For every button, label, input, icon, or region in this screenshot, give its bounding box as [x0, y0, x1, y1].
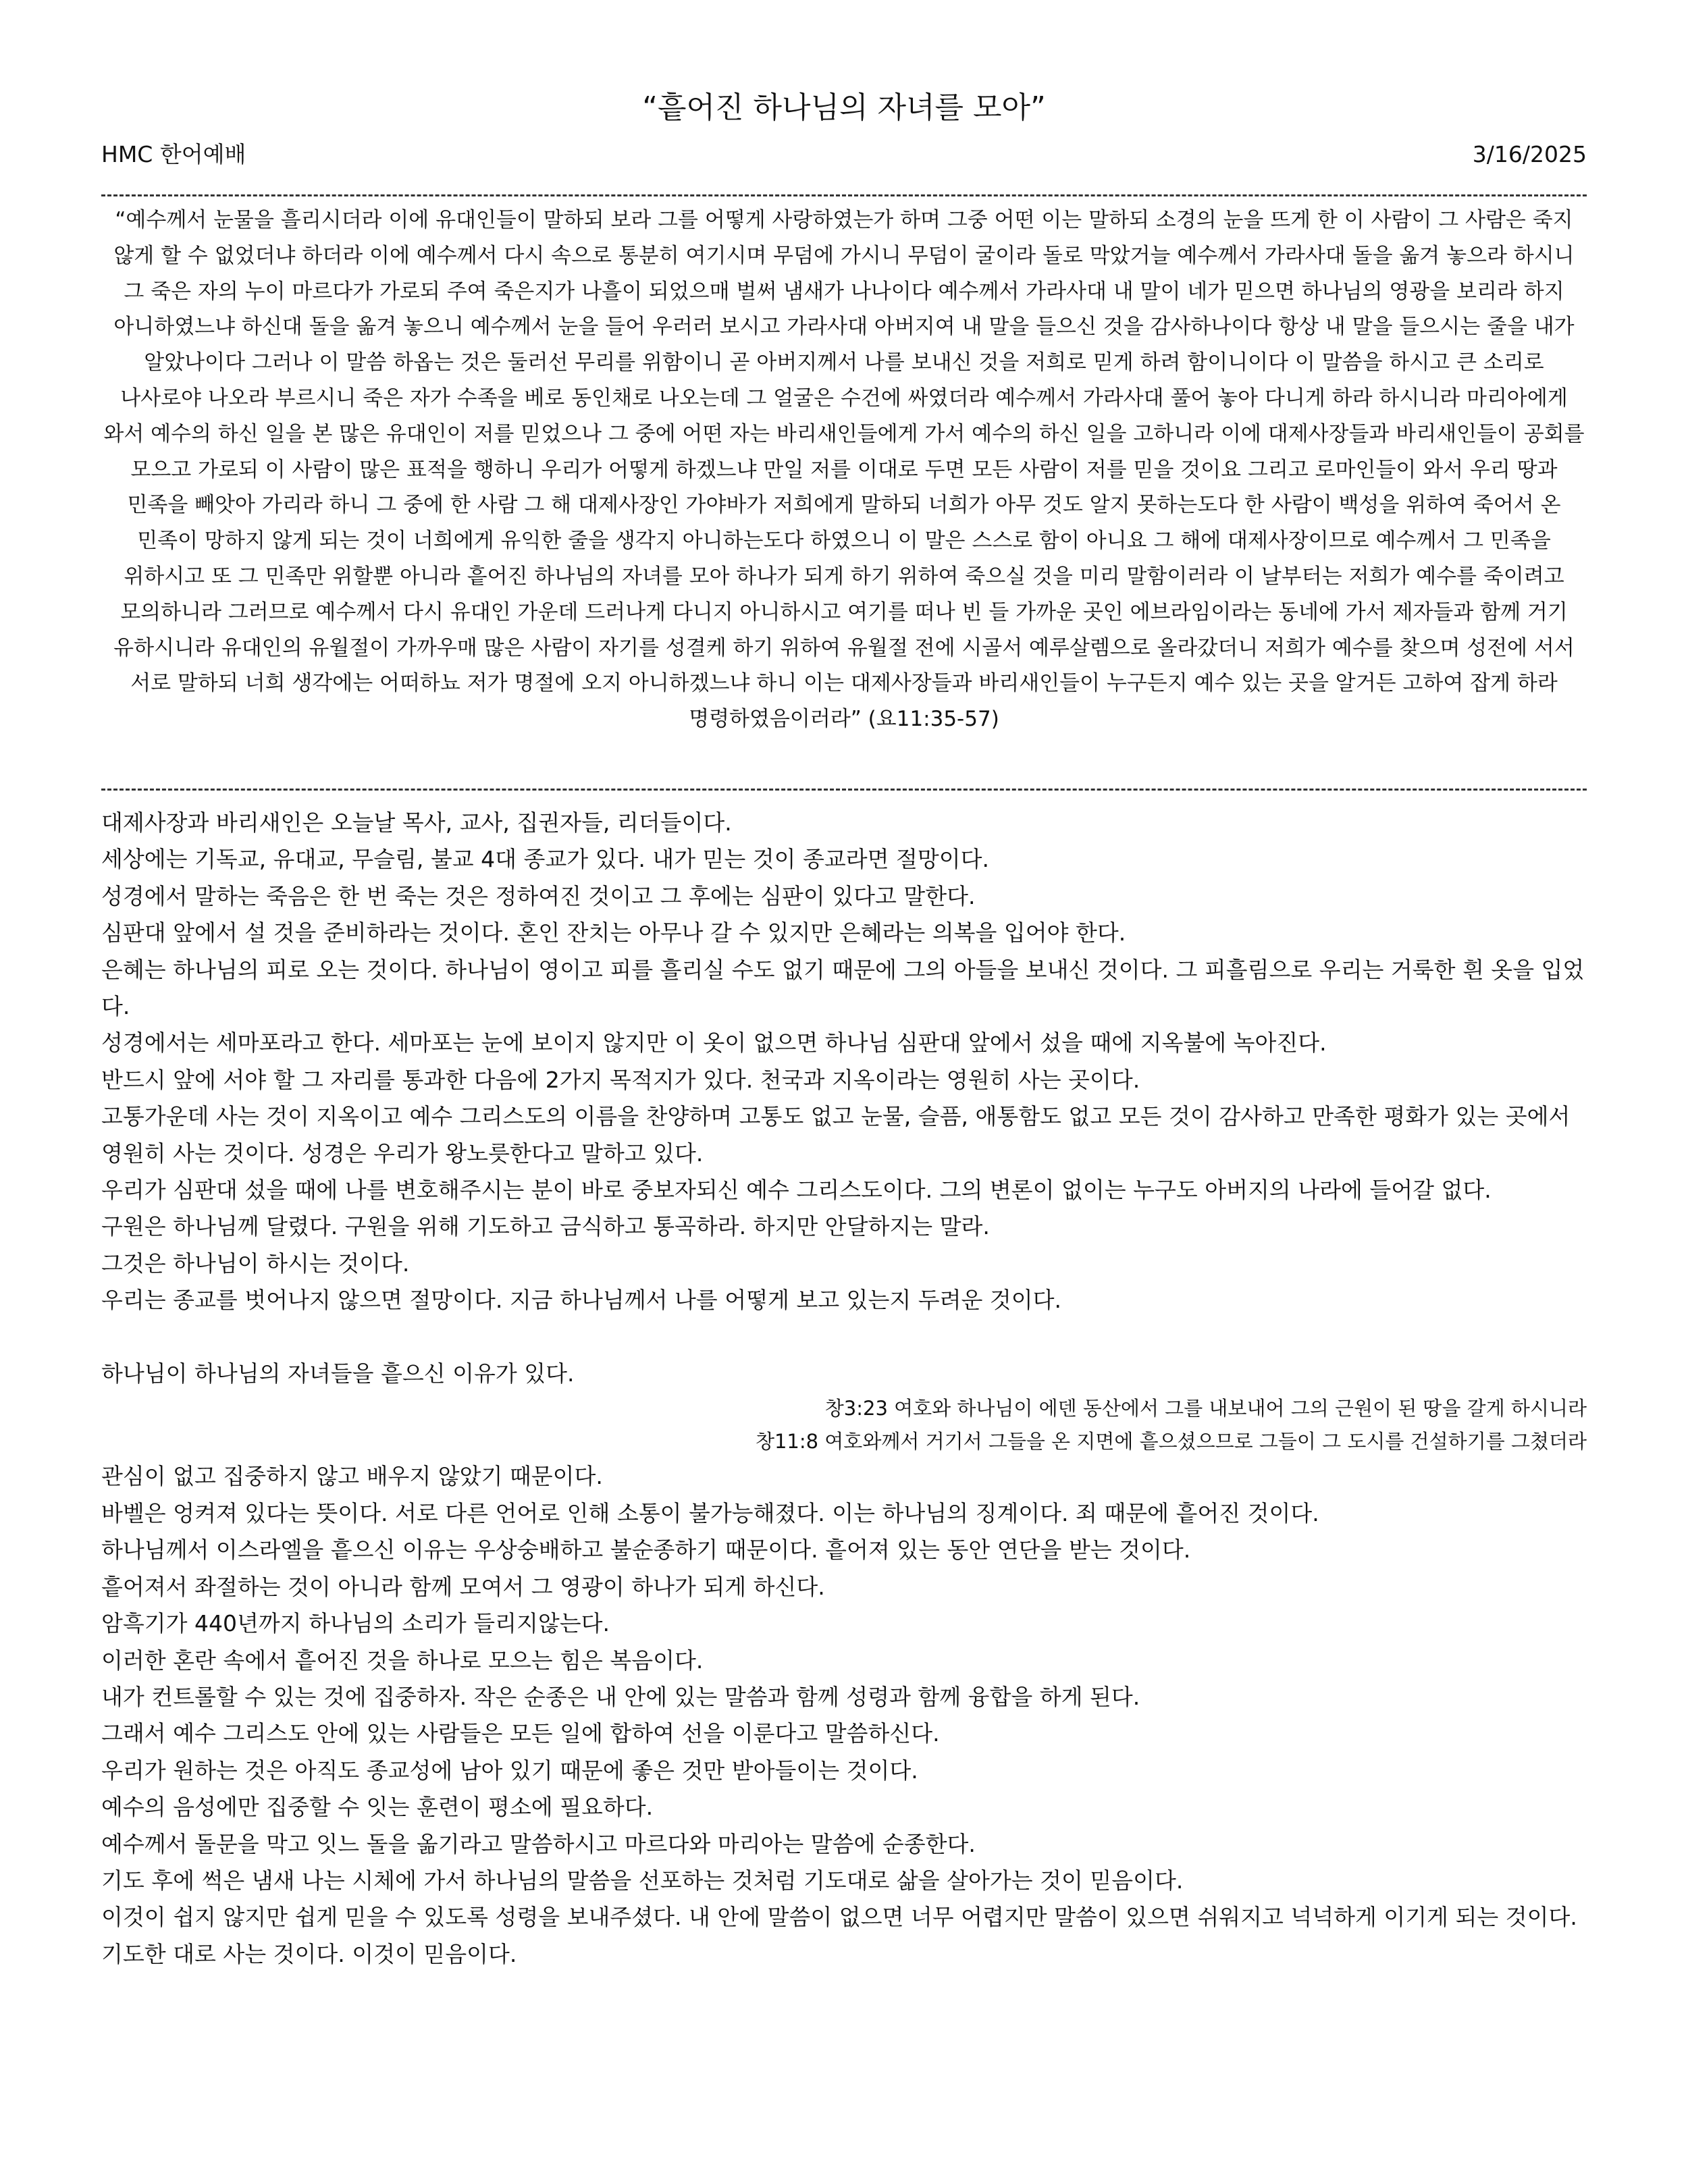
- sermon-paragraph: 하나님이 하나님의 자녀들을 흩으신 이유가 있다.: [101, 1360, 575, 1387]
- sermon-paragraph: 기도한 대로 사는 것이다. 이것이 믿음이다.: [101, 1940, 517, 1967]
- sermon-paragraph: 우리는 종교를 벗어나지 않으면 절망이다. 지금 하나님께서 나를 어떻게 보고 있는지 두려운 것이다.: [101, 1287, 1061, 1314]
- paragraph-gap: [101, 1319, 1587, 1356]
- sermon-paragraph: 그래서 예수 그리스도 안에 있는 사람들은 모든 일에 합하여 선을 이룬다고 말씀하신다.: [101, 1720, 940, 1747]
- sermon-paragraph: 대제사장과 바리새인은 오늘날 목사, 교사, 집권자들, 리더들이다.: [101, 809, 732, 836]
- service-date: 3/16/2025: [1472, 141, 1587, 167]
- sermon-paragraph: 관심이 없고 집중하지 않고 배우지 않았기 때문이다.: [101, 1463, 603, 1490]
- sermon-paragraph: 세상에는 기독교, 유대교, 무슬림, 불교 4대 종교가 있다. 내가 믿는 것이 종교라면 절망이다.: [101, 846, 990, 873]
- sermon-notes: [101, 805, 1587, 1973]
- sermon-paragraph: 예수의 음성에만 집중할 수 잇는 훈련이 평소에 필요하다.: [101, 1794, 654, 1821]
- service-name: HMC 한어예배: [101, 141, 246, 167]
- sermon-paragraph: 바벨은 엉켜져 있다는 뜻이다. 서로 다른 언어로 인해 소통이 불가능해졌다. 이는 하나님의 징계이다. 죄 때문에 흩어진 것이다.: [101, 1499, 1319, 1526]
- scripture-reference: 창3:23 여호와 하나님이 에덴 동산에서 그를 내보내어 그의 근원이 된 땅을 갈게 하시니라: [824, 1397, 1587, 1420]
- sermon-paragraph: 흩어져서 좌절하는 것이 아니라 함께 모여서 그 영광이 하나가 되게 하신다.: [101, 1573, 825, 1600]
- scripture-passage: “예수께서 눈물을 흘리시더라 이에 유대인들이 말하되 보라 그를 어떻게 사랑하였는가 하며 그중 어떤 이는 말하되 소경의 눈을 뜨게 한 이 사람이 그 사람은 죽지 않게 할 수 없었더냐 하더라 이에 예수께서 다시 속으로 통분히 여기시며 무덤에 가시니 무덤이 굴이라 돌로 막았거늘 예수께서 가라사대 돌을 옮겨 놓으라 하시니 그 죽은 자의 누이 마르다가 가로되 주여 죽은지가 나흘이 되었으매 벌써 냄새가 나나이다 예수께서 가라사대 내 말이 네가 믿으면 하나님의 영광을 보리라 하지 아니하였느냐 하신대 돌을 옮겨 놓으니 예수께서 눈을 들어 우러러 보시고 가라사대 아버지여 내 말을 들으신 것을 감사하나이다 항상 내 말을 들으시는 줄을 내가 알았나이다 그러나 이 말씀 하옵는 것은 둘러선 무리를 위함이니 곧 아버지께서 나를 보내신 것을 저희로 믿게 하려 함이니이다 이 말씀을 하시고 큰 소리로 나사로야 나오라 부르시니 죽은 자가 수족을 베로 동인채로 나오는데 그 얼굴은 수건에 싸였더라 예수께서 가라사대 풀어 놓아 다니게 하라 하시니라 마리아에게 와서 예수의 하신 일을 본 많은 유대인이 저를 믿었으나 그 중에 어떤 자는 바리새인들에게 가서 예수의 하신 일을 고하니라 이에 대제사장들과 바리새인들이 공회를 모으고 가로되 이 사람이 많은 표적을 행하니 우리가 어떻게 하겠느냐 만일 저를 이대로 두면 모든 사람이 저를 믿을 것이요 그리고 로마인들이 와서 우리 땅과 민족을 빼앗아 가리라 하니 그 중에 한 사람 그 해 대제사장인 가야바가 저희에게 말하되 너희가 아무 것도 알지 못하는도다 한 사람이 백성을 위하여 죽어서 온 민족이 망하지 않게 되는 것이 너희에게 유익한 줄을 생각지 아니하는도다 하였으니 이 말은 스스로 함이 아니요 그 해에 대제사장이므로 예수께서 그 민족을 위하시고 또 그 민족만 위할뿐 아니라 흩어진 하나님의 자녀를 모아 하나가 되게 하기 위하여 죽으실 것을 미리 말함이러라 이 날부터는 저희가 예수를 죽이려고 모의하니라 그러므로 예수께서 다시 유대인 가운데 드러나게 다니지 아니하시고 여기를 떠나 빈 들 가까운 곳인 에브라임이라는 동네에 가서 제자들과 함께 거기 유하시니라 유대인의 유월절이 가까우매 많은 사람이 자기를 성결케 하기 위하여 유월절 전에 시골서 예루살렘으로 올라갔더니 저희가 예수를 찾으며 성전에 서서 서로 말하되 너희 생각에는 어떠하뇨 저가 명절에 오지 아니하겠느냐 하니 이는 대제사장들과 바리새인들이 누구든지 예수 있는 곳을 알거든 고하여 잡게 하라 명령하였음이러라” (요11:35-57): [103, 208, 1585, 732]
- document-title: “흩어진 하나님의 자녀를 모아”: [642, 90, 1046, 125]
- sermon-paragraph: 은혜는 하나님의 피로 오는 것이다. 하나님이 영이고 피를 흘리실 수도 없기 때문에 그의 아들을 보내신 것이다. 그 피흘림으로 우리는 거룩한 흰 옷을 입었다.: [101, 956, 1585, 1020]
- sermon-paragraph: 우리가 원하는 것은 아직도 종교성에 남아 있기 때문에 좋은 것만 받아들이는 것이다.: [101, 1757, 918, 1784]
- sermon-paragraph: 성경에서 말하는 죽음은 한 번 죽는 것은 정하여진 것이고 그 후에는 심판이 있다고 말한다.: [101, 882, 976, 909]
- sermon-paragraph: 반드시 앞에 서야 할 그 자리를 통과한 다음에 2가지 목적지가 있다. 천국과 지옥이라는 영원히 사는 곳이다.: [101, 1066, 1140, 1093]
- sermon-paragraph: 이러한 혼란 속에서 흩어진 것을 하나로 모으는 힘은 복음이다.: [101, 1647, 704, 1674]
- sermon-paragraph: 예수께서 돌문을 막고 잇느 돌을 옮기라고 말씀하시고 마르다와 마리아는 말씀에 순종한다.: [101, 1830, 976, 1857]
- sermon-paragraph: 하나님께서 이스라엘을 흩으신 이유는 우상숭배하고 불순종하기 때문이다. 흩어져 있는 동안 연단을 받는 것이다.: [101, 1537, 1191, 1564]
- dashed-divider-top: [101, 194, 1587, 196]
- sermon-paragraph: 이것이 쉽지 않지만 쉽게 믿을 수 있도록 성령을 보내주셨다. 내 안에 말씀이 없으면 너무 어렵지만 말씀이 있으면 쉬워지고 넉넉하게 이기게 되는 것이다.: [101, 1904, 1577, 1931]
- sermon-paragraph: 심판대 앞에서 설 것을 준비하라는 것이다. 혼인 잔치는 아무나 갈 수 있지만 은혜라는 의복을 입어야 한다.: [101, 920, 1126, 947]
- dashed-divider-bottom: [101, 789, 1587, 791]
- sermon-paragraph: 구원은 하나님께 달렸다. 구원을 위해 기도하고 금식하고 통곡하라. 하지만 안달하지는 말라.: [101, 1213, 990, 1240]
- sermon-paragraph: 우리가 심판대 섰을 때에 나를 변호해주시는 분이 바로 중보자되신 예수 그리스도이다. 그의 변론이 없이는 누구도 아버지의 나라에 들어갈 없다.: [101, 1177, 1492, 1204]
- sermon-paragraph: 성경에서는 세마포라고 한다. 세마포는 눈에 보이지 않지만 이 옷이 없으면 하나님 심판대 앞에서 섰을 때에 지옥불에 녹아진다.: [101, 1030, 1327, 1057]
- sermon-paragraph: 내가 컨트롤할 수 있는 것에 집중하자. 작은 순종은 내 안에 있는 말씀과 함께 성령과 함께 융합을 하게 된다.: [101, 1683, 1140, 1710]
- sermon-paragraph: 고통가운데 사는 것이 지옥이고 예수 그리스도의 이름을 찬양하며 고통도 없고 눈물, 슬픔, 애통함도 없고 모든 것이 감사하고 만족한 평화가 있는 곳에서 영원히 사는 것이다. 성경은 우리가 왕노릇한다고 말하고 있다.: [101, 1103, 1571, 1167]
- sermon-paragraph: 암흑기가 440년까지 하나님의 소리가 들리지않는다.: [101, 1610, 610, 1637]
- sermon-paragraph: 그것은 하나님이 하시는 것이다.: [101, 1250, 410, 1277]
- scripture-reference: 창11:8 여호와께서 거기서 그들을 온 지면에 흩으셨으므로 그들이 그 도시를 건설하기를 그쳤더라: [755, 1430, 1587, 1454]
- sermon-paragraph: 기도 후에 썩은 냄새 나는 시체에 가서 하나님의 말씀을 선포하는 것처럼 기도대로 삶을 살아가는 것이 믿음이다.: [101, 1867, 1184, 1894]
- document-header: [101, 139, 1587, 170]
